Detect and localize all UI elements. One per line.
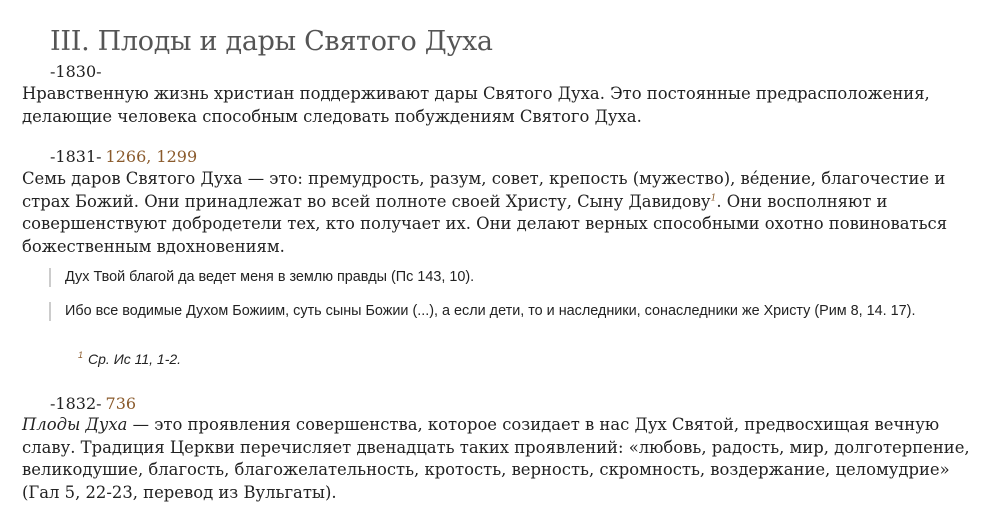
italic-term: Плоды Духа <box>22 415 128 434</box>
footnote <box>78 351 181 367</box>
paragraph-text: Семь даров Святого Духа — это: премудрость, разум, совет, крепость (мужество), ве́дение, благочестие и страх Божий. Они принадлежат во всей полноте своей Христу, Сыну Давидову <box>22 169 946 211</box>
scripture-quote: Дух Твой благой да ведет меня в землю правды (Пс 143, 10). <box>49 268 985 287</box>
cross-reference-link[interactable]: 1266, 1299 <box>105 147 198 166</box>
paragraph-number: -1830- <box>50 62 102 81</box>
section-title: III. Плоды и дары Святого Духа <box>50 26 493 58</box>
paragraph-text: . Они восполняют и совершенствуют добродетели тех, кто получает их. Они делают верных способными охотно повиноваться божественным вдохновениям. <box>22 191 948 256</box>
footnote-text: Ср. Ис 11, 1-2. <box>88 351 182 367</box>
paragraph-1831-text <box>22 168 977 258</box>
footnote-marker[interactable]: 1 <box>78 350 84 361</box>
paragraph-number-1830 <box>50 62 102 81</box>
footnote-marker-link[interactable]: 1 <box>710 193 717 204</box>
cross-reference-link[interactable]: 736 <box>105 394 137 413</box>
scripture-quote: Ибо все водимые Духом Божиим, суть сыны Божии (...), а если дети, то и наследники, сонаследники же Христу (Рим 8, 14. 17). <box>49 302 985 321</box>
paragraph-number: -1832- <box>50 394 102 413</box>
paragraph-number-1832 <box>50 394 136 413</box>
paragraph-1830-text: Нравственную жизнь христиан поддерживают дары Святого Духа. Это постоянные предрасположения, делающие человека способным следовать побуждениям Святого Духа. <box>22 84 930 126</box>
paragraph-text: — это проявления совершенства, которое созидает в нас Дух Святой, предвосхищая вечную славу. Традиция Церкви перечисляет двенадцать таких проявлений: «любовь, радость, мир, долготерпение, великодушие, благость, благожелательность, кротость, верность, скромность, воздержание, целомудрие» (Гал 5, 22-23, перевод из Вульгаты). <box>22 415 970 502</box>
paragraph-number: -1831- <box>50 147 102 166</box>
paragraph-1832-text <box>22 414 977 504</box>
paragraph-number-1831 <box>50 147 197 166</box>
